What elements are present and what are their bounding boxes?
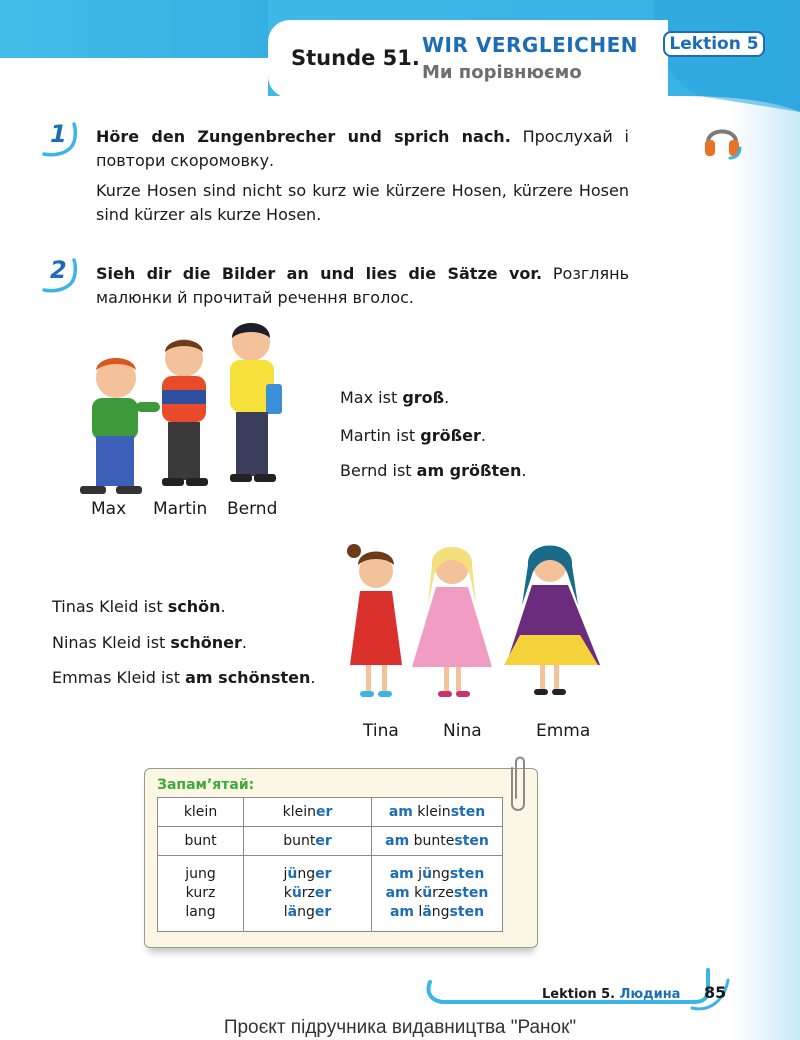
name-max: Max <box>91 499 127 519</box>
sentence-tina: Tinas Kleid ist schön. <box>52 597 226 616</box>
boys-illustration <box>66 318 296 496</box>
page-number: 85 <box>704 983 727 1002</box>
emma-figure <box>504 546 600 696</box>
task2-instruction: Sieh dir die Bilder an und lies die Sätze vor. Розглянь малюнки й прочитай речення вголос. <box>96 264 629 307</box>
martin-figure <box>162 339 208 486</box>
name-martin: Martin <box>153 499 208 519</box>
task1-instruction: Höre den Zungenbrecher und sprich nach. Прослухай і повтори скоромовку. <box>96 127 629 170</box>
footer-lesson: Lektion 5. Людина <box>542 987 681 1002</box>
nina-figure <box>412 547 492 697</box>
memo-note <box>144 768 538 948</box>
sentence-nina: Ninas Kleid ist schöner. <box>52 633 248 652</box>
sentence-martin: Martin ist größer. <box>340 426 486 445</box>
bernd-figure <box>230 323 282 482</box>
headphones-icon[interactable] <box>700 118 744 162</box>
tongue-twister-text: Kurze Hosen sind nicht so kurz wie kürzere Hosen, kürzere Hosen sind kürzer als kurze Hosen. <box>96 181 629 224</box>
name-bernd: Bernd <box>227 499 278 519</box>
lesson-title-de: WIR VERGLEICHEN <box>422 33 638 57</box>
lektion-badge: Lektion 5 <box>663 31 765 57</box>
name-tina: Tina <box>363 721 399 741</box>
lesson-number: Stunde 51. <box>291 46 420 70</box>
lesson-title-ua: Ми порівнюємо <box>422 62 582 83</box>
name-emma: Emma <box>536 721 591 741</box>
project-note: Проєкт підручника видавництва "Ранок" <box>223 1017 577 1038</box>
memo-title: Запам’ятай: <box>157 777 255 793</box>
sentence-max: Max ist groß. <box>340 388 450 407</box>
task-number-1: 1 <box>40 120 84 160</box>
max-figure <box>80 358 160 494</box>
tina-figure <box>347 544 402 697</box>
girls-illustration <box>344 535 610 705</box>
table-row: bunt bunter am buntesten <box>158 827 503 856</box>
sentence-bernd: Bernd ist am größten. <box>340 461 527 480</box>
name-nina: Nina <box>443 721 482 741</box>
task-number-2: 2 <box>40 256 84 296</box>
table-row: klein kleiner am kleinsten <box>158 798 503 827</box>
sentence-emma: Emmas Kleid ist am schönsten. <box>52 668 316 687</box>
table-row: jung kurz lang jünger kürzer länger am jüngsten am kürzesten am längsten <box>158 856 503 932</box>
comparison-table <box>157 797 503 932</box>
paperclip-icon <box>506 754 528 816</box>
